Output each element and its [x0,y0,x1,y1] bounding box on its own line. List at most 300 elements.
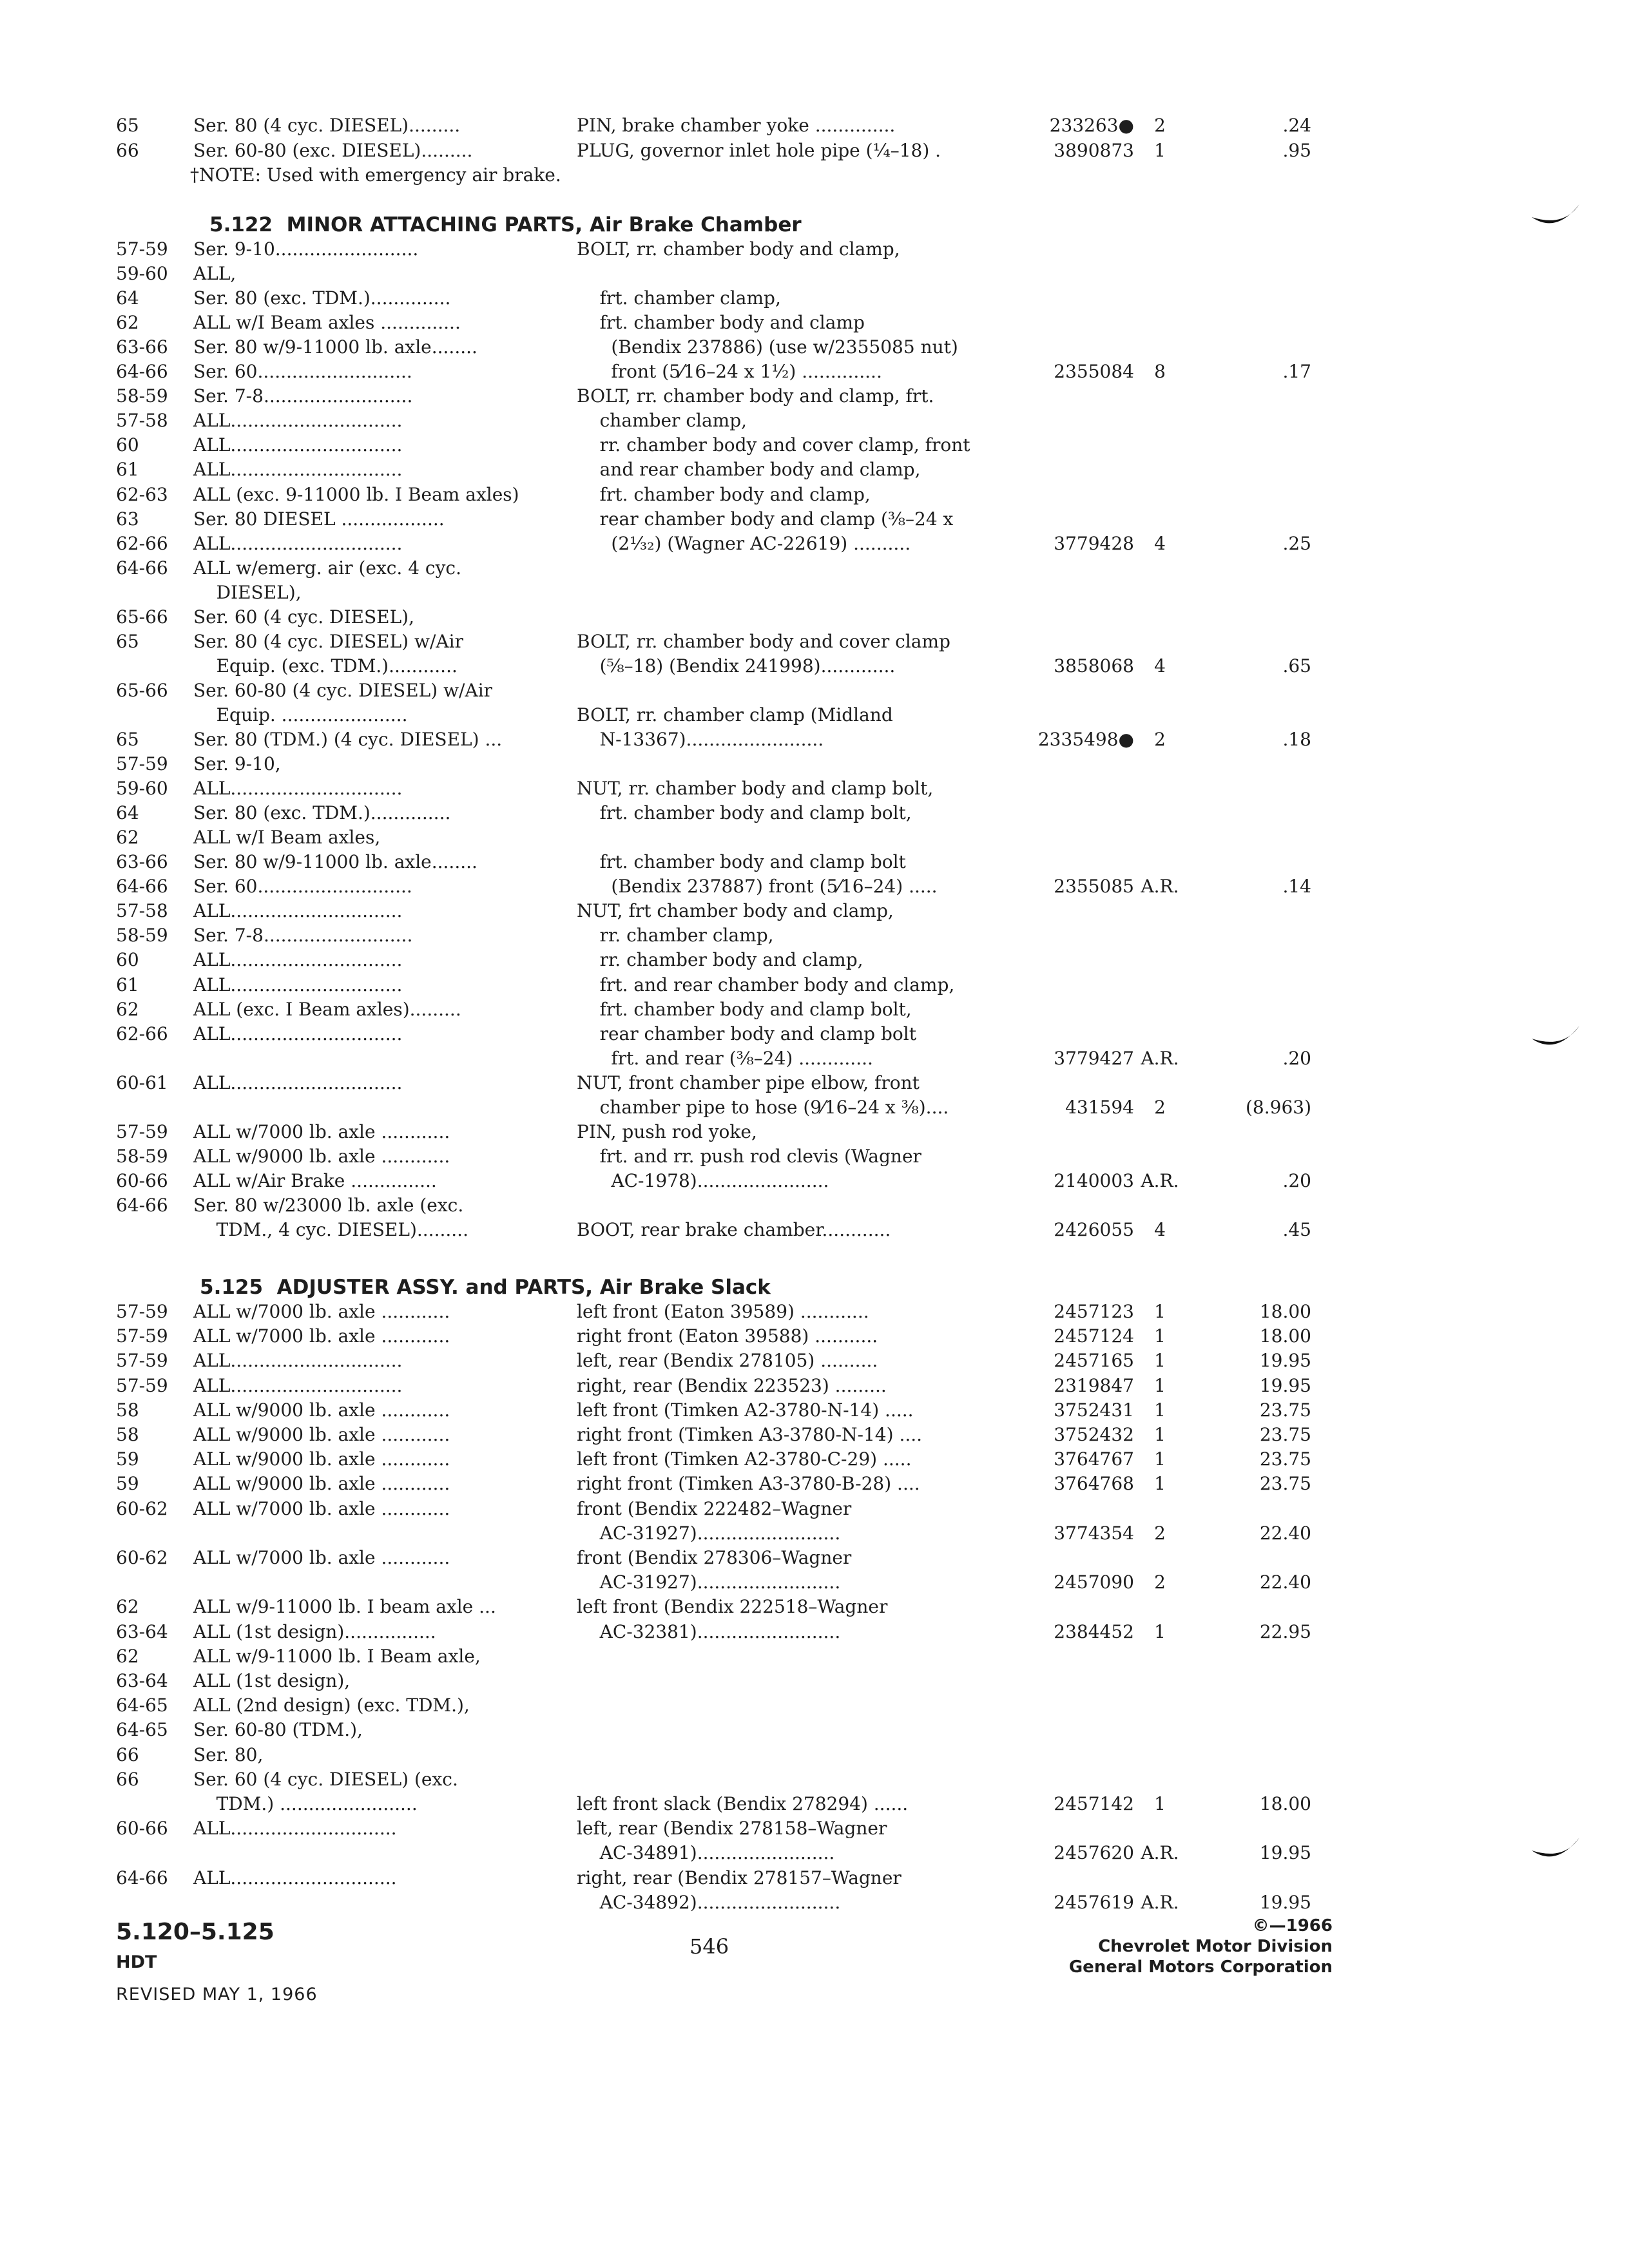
parts-row [0,849,1629,875]
price: .95 [1282,139,1311,161]
parts-row [0,432,1629,458]
year-range: 62 [116,1596,139,1618]
year-range: 57-59 [116,238,168,260]
parts-row [0,334,1629,360]
model-application: ALL.............................. [193,1350,403,1372]
quantity: 1 [1154,1399,1166,1421]
model-application: Ser. 60-80 (4 cyc. DIESEL) w/Air [193,679,493,701]
parts-row [0,285,1629,311]
parts-row [0,1193,1629,1218]
parts-row [0,1095,1629,1120]
price: .20 [1282,1047,1311,1069]
part-description: front (Bendix 278306–Wagner [577,1547,852,1568]
part-number: 2457620 [1054,1842,1134,1864]
year-range: 62 [116,998,139,1020]
price: 19.95 [1259,1350,1311,1372]
parts-row [0,972,1629,998]
year-range: 62-66 [116,1023,168,1044]
model-application: ALL w/9000 lb. axle ............ [193,1448,450,1470]
emergency-air-brake-note: †NOTE: Used with emergency air brake. [190,164,561,186]
model-application: Ser. 80 (exc. TDM.).............. [193,802,451,824]
part-number: 3779428 [1054,532,1134,554]
part-description: AC-1978)....................... [577,1169,829,1191]
year-range: 66 [116,1768,139,1790]
year-range: 66 [116,139,139,161]
part-description: left, rear (Bendix 278105) .......... [577,1350,878,1372]
parts-row [0,653,1629,679]
parts-row [0,1144,1629,1169]
section-5-122-title: 5.122 MINOR ATTACHING PARTS, Air Brake Chamber [209,213,802,236]
parts-row [0,261,1629,287]
model-application: ALL w/9000 lb. axle ............ [193,1424,450,1445]
parts-row [0,1644,1629,1669]
parts-row [0,310,1629,336]
model-application: Ser. 80, [193,1744,264,1765]
quantity: A.R. [1141,1169,1179,1191]
part-description: right front (Timken A3-3780-B-28) .... [577,1473,920,1495]
price: 18.00 [1259,1325,1311,1347]
price: .25 [1282,532,1311,554]
year-range: 64-65 [116,1695,168,1716]
price: 23.75 [1259,1448,1311,1470]
parts-row [0,1570,1629,1595]
model-application: ALL (1st design)................ [193,1620,436,1642]
quantity: 4 [1154,532,1166,554]
model-application: Ser. 60-80 (exc. DIESEL)......... [193,139,473,161]
part-description: front (5⁄16–24 x 1½) .............. [577,361,882,383]
part-description: left front (Timken A2-3780-N-14) ..... [577,1399,914,1421]
parts-row [0,1119,1629,1145]
parts-row [0,1168,1629,1194]
part-description: AC-31927)......................... [577,1571,841,1593]
year-range: 61 [116,974,139,995]
parts-row [0,874,1629,899]
part-description: chamber pipe to hose (9⁄16–24 x ⅜).... [577,1096,949,1118]
model-application: Ser. 60-80 (TDM.), [193,1719,363,1741]
price: 22.95 [1259,1620,1311,1642]
year-range: 64-66 [116,361,168,383]
part-description: frt. chamber clamp, [577,287,781,309]
parts-row [0,1717,1629,1743]
price: 23.75 [1259,1424,1311,1445]
year-range: 57-59 [116,1325,168,1347]
model-application: Ser. 80 DIESEL .................. [193,508,445,530]
year-range: 63-66 [116,851,168,873]
part-number: 2355085 [1054,876,1134,898]
quantity: A.R. [1141,876,1179,898]
year-range: 65-66 [116,679,168,701]
parts-row [0,531,1629,557]
page-number: 546 [689,1934,729,1959]
model-application: TDM.) ........................ [193,1793,418,1814]
part-description: NUT, rr. chamber body and clamp bolt, [577,778,934,800]
parts-row [0,997,1629,1023]
parts-row [0,1446,1629,1472]
part-description: front (Bendix 222482–Wagner [577,1497,852,1519]
parts-row [0,1865,1629,1891]
part-description: rr. chamber body and clamp, [577,949,863,971]
part-description: frt. chamber body and clamp, [577,483,871,505]
year-range: 62 [116,1645,139,1667]
footer-code: HDT [116,1952,157,1972]
price: 22.40 [1259,1571,1311,1593]
model-application: ALL.............................. [193,778,403,800]
year-range: 63-64 [116,1670,168,1691]
parts-row [0,629,1629,655]
part-description: frt. and rr. push rod clevis (Wagner [577,1145,921,1167]
part-number: 2457142 [1054,1793,1134,1814]
year-range: 60-66 [116,1169,168,1191]
year-range: 59 [116,1473,139,1495]
quantity: 1 [1154,1374,1166,1396]
model-application: ALL w/9-11000 lb. I Beam axle, [193,1645,481,1667]
part-description: (Bendix 237887) front (5⁄16–24) ..... [577,876,938,898]
model-application: ALL.............................. [193,532,403,554]
model-application: ALL............................. [193,1867,397,1888]
year-range: 57-59 [116,1120,168,1142]
parts-row [0,727,1629,753]
footer-section-range: 5.120–5.125 [116,1919,275,1945]
part-description: rear chamber body and clamp (⅜–24 x [577,508,954,530]
model-application: DIESEL), [193,581,302,603]
quantity: 1 [1154,1473,1166,1495]
parts-row [0,506,1629,532]
parts-row [0,1046,1629,1072]
part-number: 2384452 [1054,1620,1134,1642]
part-number: 2319847 [1054,1374,1134,1396]
part-description: right, rear (Bendix 223523) ......... [577,1374,887,1396]
year-range: 58-59 [116,385,168,407]
year-range: 65-66 [116,606,168,628]
model-application: ALL (2nd design) (exc. TDM.), [193,1695,470,1716]
year-range: 64-66 [116,1867,168,1888]
part-number: 3764767 [1054,1448,1134,1470]
year-range: 58 [116,1399,139,1421]
part-description: BOLT, rr. chamber body and clamp, frt. [577,385,934,407]
quantity: 1 [1154,1793,1166,1814]
model-application: ALL............................. [193,1818,397,1840]
part-number: 2457090 [1054,1571,1134,1593]
year-range: 62-63 [116,483,168,505]
year-range: 60-62 [116,1547,168,1568]
part-number: 2355084 [1054,361,1134,383]
parts-row [0,1398,1629,1423]
price: .17 [1282,361,1311,383]
model-application: Ser. 60 (4 cyc. DIESEL) (exc. [193,1768,458,1790]
binder-clip-mark-middle [1530,1024,1582,1057]
parts-row [0,580,1629,606]
quantity: 2 [1154,1571,1166,1593]
model-application: Ser. 9-10, [193,753,281,775]
part-number: 3779427 [1054,1047,1134,1069]
year-range: 62-66 [116,532,168,554]
part-number: 431594 [1065,1096,1134,1118]
part-description: PIN, brake chamber yoke .............. [577,115,896,136]
division-line: Chevrolet Motor Division [1098,1937,1333,1956]
parts-row [0,1693,1629,1718]
corporation-line: General Motors Corporation [1068,1957,1333,1977]
part-description: frt. chamber body and clamp [577,312,865,334]
model-application: Ser. 60........................... [193,361,412,383]
model-application: ALL.............................. [193,459,403,481]
quantity: 1 [1154,139,1166,161]
model-application: ALL w/I Beam axles, [193,827,381,849]
parts-row [0,751,1629,777]
price: 19.95 [1259,1891,1311,1913]
model-application: Ser. 80 w/23000 lb. axle (exc. [193,1194,464,1216]
price: 23.75 [1259,1473,1311,1495]
part-description: rear chamber body and clamp bolt [577,1023,916,1044]
model-application: ALL w/7000 lb. axle ............ [193,1120,450,1142]
model-application: Ser. 80 (4 cyc. DIESEL) w/Air [193,630,463,652]
parts-row [0,1070,1629,1096]
model-application: Ser. 60........................... [193,876,412,898]
year-range: 63 [116,508,139,530]
part-description: (⅝–18) (Bendix 241998)............. [577,655,896,677]
model-application: ALL w/I Beam axles .............. [193,312,461,334]
parts-row [0,1021,1629,1047]
part-description: left front slack (Bendix 278294) ...... [577,1793,909,1814]
year-range: 60 [116,434,139,456]
year-range: 65 [116,729,139,750]
year-range: 64 [116,802,139,824]
model-application: ALL w/7000 lb. axle ............ [193,1301,450,1322]
part-description: N-13367)........................ [577,729,824,750]
model-application: Ser. 9-10......................... [193,238,419,260]
part-description: NUT, front chamber pipe elbow, front [577,1072,920,1093]
model-application: ALL.............................. [193,900,403,922]
model-application: ALL w/emerg. air (exc. 4 cyc. [193,557,462,579]
part-description: (2¹⁄₃₂) (Wagner AC-22619) .......... [577,532,911,554]
parts-row [0,1323,1629,1349]
price: .24 [1282,115,1311,136]
quantity: 1 [1154,1350,1166,1372]
parts-row [0,1373,1629,1399]
footer-revised-date: REVISED MAY 1, 1966 [116,1984,318,2004]
price: 19.95 [1259,1374,1311,1396]
part-description: frt. chamber body and clamp bolt [577,851,906,873]
parts-row [0,1619,1629,1645]
parts-row [0,457,1629,483]
model-application: ALL w/7000 lb. axle ............ [193,1497,450,1519]
quantity: A.R. [1141,1047,1179,1069]
year-range: 60-62 [116,1497,168,1519]
year-range: 60-61 [116,1072,168,1093]
model-application: ALL w/9000 lb. axle ............ [193,1399,450,1421]
parts-row [0,1668,1629,1694]
model-application: Ser. 60 (4 cyc. DIESEL), [193,606,414,628]
model-application: Equip. ...................... [193,704,408,726]
part-description: BOLT, rr. chamber body and cover clamp [577,630,950,652]
parts-row [0,1217,1629,1243]
year-range: 64 [116,287,139,309]
year-range: 59 [116,1448,139,1470]
part-description: BOLT, rr. chamber body and clamp, [577,238,900,260]
part-description: right front (Eaton 39588) ........... [577,1325,878,1347]
footer-publisher-block [1069,1916,1333,1977]
part-number: 3890873 [1054,139,1134,161]
model-application: ALL.............................. [193,1072,403,1093]
quantity: 2 [1154,729,1166,750]
parts-row [0,825,1629,850]
quantity: 1 [1154,1325,1166,1347]
model-application: ALL, [193,263,236,285]
part-number: 2457619 [1054,1891,1134,1913]
year-range: 57-59 [116,1350,168,1372]
model-application: Ser. 7-8.......................... [193,925,413,947]
part-description: rr. chamber body and cover clamp, front [577,434,970,456]
part-description: left, rear (Bendix 278158–Wagner [577,1818,887,1840]
section-5-125-title: 5.125 ADJUSTER ASSY. and PARTS, Air Brake Slack [200,1276,771,1299]
part-number: 3764768 [1054,1473,1134,1495]
part-description: and rear chamber body and clamp, [577,459,921,481]
quantity: 4 [1154,1219,1166,1240]
parts-row [0,1816,1629,1841]
part-description: frt. chamber body and clamp bolt, [577,802,912,824]
year-range: 58-59 [116,925,168,947]
parts-row [0,604,1629,630]
part-description: rr. chamber clamp, [577,925,774,947]
part-number: 2335498● [1037,729,1134,750]
part-description: BOLT, rr. chamber clamp (Midland [577,704,893,726]
year-range: 62 [116,827,139,849]
price: 23.75 [1259,1399,1311,1421]
quantity: 1 [1154,1424,1166,1445]
model-application: Ser. 80 (exc. TDM.).............. [193,287,451,309]
quantity: 1 [1154,1620,1166,1642]
parts-row [0,482,1629,508]
year-range: 65 [116,630,139,652]
part-number: 2140003 [1054,1169,1134,1191]
quantity: 2 [1154,115,1166,136]
year-range: 57-59 [116,753,168,775]
model-application: Equip. (exc. TDM.)............ [193,655,458,677]
model-application: Ser. 80 (TDM.) (4 cyc. DIESEL) ... [193,729,503,750]
model-application: ALL.............................. [193,434,403,456]
parts-row [0,1742,1629,1768]
quantity: A.R. [1141,1891,1179,1913]
year-range: 64-65 [116,1719,168,1741]
parts-row [0,1496,1629,1522]
model-application: ALL w/9-11000 lb. I beam axle ... [193,1596,496,1618]
part-description: BOOT, rear brake chamber............ [577,1219,891,1240]
parts-row [0,408,1629,434]
part-description: right front (Timken A3-3780-N-14) .... [577,1424,923,1445]
year-range: 58-59 [116,1145,168,1167]
year-range: 59-60 [116,778,168,800]
model-application: Ser. 80 w/9-11000 lb. axle........ [193,336,477,358]
part-description: AC-34891)........................ [577,1842,835,1864]
part-description: left front (Eaton 39589) ............ [577,1301,869,1322]
price: 18.00 [1259,1301,1311,1322]
part-description: PIN, push rod yoke, [577,1120,757,1142]
parts-row [0,383,1629,409]
parts-row [0,1840,1629,1866]
year-range: 64-66 [116,557,168,579]
model-application: ALL.............................. [193,1374,403,1396]
price: (8.963) [1245,1096,1311,1118]
price: 18.00 [1259,1793,1311,1814]
part-number: 3858068 [1054,655,1134,677]
part-description: AC-34892)......................... [577,1891,841,1913]
model-application: TDM., 4 cyc. DIESEL)......... [193,1219,468,1240]
parts-row [0,555,1629,581]
price: .45 [1282,1219,1311,1240]
year-range: 64-66 [116,876,168,898]
model-application: ALL.............................. [193,1023,403,1044]
model-application: ALL (1st design), [193,1670,351,1691]
year-range: 61 [116,459,139,481]
model-application: ALL.............................. [193,974,403,995]
parts-row [0,1471,1629,1497]
price: .20 [1282,1169,1311,1191]
model-application: ALL (exc. 9-11000 lb. I Beam axles) [193,483,519,505]
binder-clip-mark-top [1530,203,1582,235]
price: .18 [1282,729,1311,750]
part-description: (Bendix 237886) (use w/2355085 nut) [577,336,958,358]
part-description: chamber clamp, [577,410,747,432]
parts-row [0,359,1629,385]
part-description: frt. chamber body and clamp bolt, [577,998,912,1020]
model-application: ALL (exc. I Beam axles)......... [193,998,461,1020]
price: .14 [1282,876,1311,898]
year-range: 63-64 [116,1620,168,1642]
year-range: 57-59 [116,1374,168,1396]
parts-row [0,1299,1629,1325]
part-description: left front (Bendix 222518–Wagner [577,1596,888,1618]
model-application: Ser. 80 (4 cyc. DIESEL)......... [193,115,461,136]
model-application: ALL w/9000 lb. axle ............ [193,1473,450,1495]
parts-row [0,113,1629,139]
parts-row [0,947,1629,973]
model-application: Ser. 80 w/9-11000 lb. axle........ [193,851,477,873]
year-range: 58 [116,1424,139,1445]
year-range: 60-66 [116,1818,168,1840]
model-application: ALL.............................. [193,410,403,432]
part-number: 2426055 [1054,1219,1134,1240]
parts-row [0,1422,1629,1448]
year-range: 65 [116,115,139,136]
quantity: 4 [1154,655,1166,677]
model-application: ALL w/7000 lb. axle ............ [193,1547,450,1568]
parts-row [0,236,1629,262]
part-number: 2457165 [1054,1350,1134,1372]
part-description: NUT, frt chamber body and clamp, [577,900,894,922]
quantity: 2 [1154,1096,1166,1118]
parts-row [0,1594,1629,1620]
year-range: 57-59 [116,1301,168,1322]
model-application: ALL.............................. [193,949,403,971]
part-number: 3774354 [1054,1522,1134,1544]
parts-row [0,1767,1629,1792]
parts-row [0,776,1629,802]
quantity: 2 [1154,1522,1166,1544]
part-description: frt. and rear (⅜–24) ............. [577,1047,873,1069]
parts-row [0,1521,1629,1546]
part-description: AC-31927)......................... [577,1522,841,1544]
year-range: 64-66 [116,1194,168,1216]
parts-row [0,898,1629,924]
part-number: 2457123 [1054,1301,1134,1322]
part-description: right, rear (Bendix 278157–Wagner [577,1867,901,1888]
parts-row [0,1545,1629,1571]
parts-row [0,678,1629,704]
part-description: PLUG, governor inlet hole pipe (¼–18) . [577,139,941,161]
year-range: 57-58 [116,900,168,922]
part-description: left front (Timken A2-3780-C-29) ..... [577,1448,912,1470]
binder-clip-mark-bottom [1530,1836,1582,1869]
year-range: 59-60 [116,263,168,285]
